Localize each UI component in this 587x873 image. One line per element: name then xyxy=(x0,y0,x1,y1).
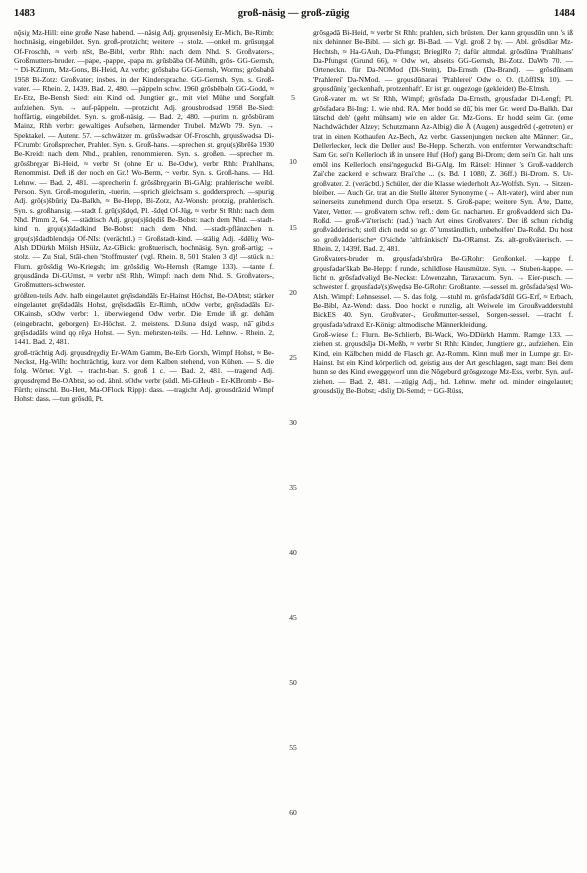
line-number: 45 xyxy=(289,613,297,622)
line-number: 55 xyxy=(289,743,297,752)
line-number: 60 xyxy=(289,808,297,817)
entry-paragraph: nǭsiχ Mz-Hill: eine große Nase habend. —näsig Adj. grǫusenēsiχ Er-Mich, Be-Rimb: hochnäsig, eingebildet. Syn. groß-protzicht; weitere → stolz. —onkel m. grūsuŋgəl Of-Froschh, ≈ verb nSt, Be-Bibl, verbr Rhh: nach dem Nhd. S. Großvaters-, Großmutters-bruder. —pape, -pappe, -papa m. grūsbābə Of-Mühlh, grōs- GG-Gernsh, ~ Di-KZimm, Mz-Gons, Bi-Heid, Az verbr; grōsbabə GG-Gernsh, Worms; grōsbabā 1958 Bi-Zotz: Großvater; insbes. in der Kindersprache. GG-Gernsh. Syn. s. Groß-vater. — Rhein. 2, 1439. Bad. 2, 480. —päppeln schw. 1960 grōsbēbəln GG-Godd, ≈ Er-Etz, Be-Bensh Sied: ein Kind od. Jungtier gr., mit viel Mühe und Sorgfalt aufziehen. Syn. → auf-päppeln. —protzicht Adj. grousbrodsəd 1958 Be-Sied: hoffärtig, eingebildet. Syn. s. groß-näsig. — Bad. 2, 480. —purim n. grōsbūrəm Mainz, Rhh verbr: gewaltiges Aufsehen, lärmender Trubel. MzWb 79. Syn. → Spektakel. — Autenr. 57. —schwätzer m. grūsšwədsər Of-Froschh, grǫusšwədsə Di-FCrumb: Großsprecher, Prahler. Syn. s. Groß-hans. —sprechen st. grǫu(s)šbrēšə 1930 Be-Kreid: nach dem Nhd., prahlen, renommieren. Syn. s. großen. —sprecher m. grōsšbręχər Bi-Heid, ≈ verbr St (ohne Er u. Be-Odw), verbr Rhh: Prahlhans, Renommist. Deß iß der noch en Gr.! Wo-Berm, ~ verbr. Syn. s. Groß-hans. — Hd. Lehnw. — Bad. 2, 481. —sprecherin f. grōsšbręχərin Bi-GAlg: prahlerische weibl. Person. Syn. Groß-mogulerin, -tuerin. —sprich gleichsam s. goddersprech. —spurig Adj. grō(s)šbūriχ Da-Balkh, ≈ Be-Hepp, Bi-Zotz, Az-Wonsh: protzig, prahlerisch. Syn. s. großhansig. —stadt f. grū(s)šdǫd, Pl. -šdęd Of-Jüg, ≈ verbr St Rhh: nach dem Nhd. Pimm 2, 64. —städtisch Adj. grǫu(s)šdędiš Be-Bobst: nach dem Nhd. —stadt-kind n. grǫu(s)šdadkind Be-Bobst: nach dem Nhd. —stadt-pflänzchen n. grǫu(s)šdadblendsjə Of-NIs: (verächtl.) = Großstadt-kind. —stälig Adj. -šdēliχ Wo-Alsh DDürkh Mölsh HSülz, Az-GBick: großtuerisch, hochnäsig. Syn. groß-artig; → stolz. — Zu Stal, Stāl-chen 'Stoffmuster' (vgl. Rhein. 8, 501 Stalen 3 d)! —stück n.: Flurn. grōsšdig Wo-Kriegsh; im grōsšdig Wo-Hernsh (Ramge 133). —tante f. grǫusdāndə Di-GUmst, ≈ verbr nSt Rhh, Wimpf: nach dem Nhd. S. Großvaters-, Großmutters-schwester. xyxy=(14,28,274,290)
entry-paragraph: Groß-vater m. wt St Rhh, Wimpf; grōsfadə Da-Ernsth, grǫusfadər Di-Lengf; Pl. grōsfadərə Bi-Ing: 1. wie nhd. RA. Mer hodd se dū̃, bis mer Gr. werd Da-Balkh. Dar lätschd deh' (geht mühsam) wie en alder Gr. Mz-Gons. Er hodd seim Gr. (eme Nachdwächder Alzey; Schutzmann Az-Albig) die Ä (Augen) ausgedrēd (-getreten) er trat in einen Kothaufen Az-Bech, Az verbr. Gassenjungen necken alte Männer: Gr., Dellerlecker, leck die Deller aus! Be-Hepp. Scherzh. von entfernter Verwandtschaft: Sam Gr. sei'n Kellerloch iß in unsere Huf (Hof) gang Bi-Drom; dem sei'n Gr. halt uns emōl ins Kellerloch ensi'ngeguckd Bi-GAlg. Im Rätsel: Hinner 's Groß-vadderch Zai'che zackerd e schwarz Brai'che ... (s. Bd. I 1080, Z. 36ff.) Bi-Drom. S. Ur-großvater. 2. (veräcbtl.) Schüler, der die Klasse wiederholt Az-Wolfsh. Syn. → Sitzen-bleiber. — Auch Gr. trat an die Stelle älterer Synonyme (→ Alt-vater), wird aber nun seinerseits zunehmend durch Opa ersetzt. S. Groß-pape; weitere Syn. Äᵗte, Datte, Vater, Vetter. — großvatern schw. refl.: dem Gr. nacharten. Er großvadderd sich Da-Roßd. — groß-v'ä'terisch: (tad.) 'nach Art eines Großvaters'. Der iß schun richdig großvädderisch; stell dich nedd so gr. ō̃' 'umständlich, unbeholfen' Da-Roßd. Du host so großvädderischeⁿ O'sichde 'altfränkisch' Da-ORamst. Zs. alt-großväterisch. — Rhein. 2, 1439f. Bad. 2, 481. xyxy=(313,94,573,253)
page-number-left: 1483 xyxy=(14,8,35,19)
page-number-right: 1484 xyxy=(554,8,575,19)
line-number: 10 xyxy=(289,157,297,166)
line-number: 5 xyxy=(291,93,295,102)
line-number: 40 xyxy=(289,548,297,557)
left-column xyxy=(14,28,274,866)
right-column xyxy=(313,28,573,866)
line-number: 35 xyxy=(289,483,297,492)
line-number: 15 xyxy=(289,223,297,232)
line-number: 50 xyxy=(289,678,297,687)
entry-paragraph: Groß-wiese f.: Flurn. Be-Schlierb, Bi-Wack, Wo-DDürkh Hamm. Ramge 133. —ziehen st. grǫusdsījə Di-Meßb, ≈ verbr St Rhh: Kinder, Jungtiere gr., aufziehen. Ein Kind, ein Kälbchen midd de Flasch gr. Az-Romm. Kinn muß mer in Lumpe gr. Er-Hainst. Ist ein Kind körperlich od. geistig aus der Art geschlagen, sagt man: Bei dem hunn se des Kind ewegge̥worf unn die Nōgeburd grōsgezoge Mz-Ess, verbr. Syn. auf-ziehen. — Bad. 2, 481. —zügig Adj., hd. Lehnw. mehr od. minder eingelautet; grousdsī̜iχ Be-Bobst; -dsīiχ Di-Semd; ~ GG-Rüss, xyxy=(313,330,573,396)
entry-paragraph: größten-teils Adv. halb eingelautet grę̄isdəndāls Er-Hainst Höchst, Be-OAbtst; stärker eingelautet grę̄šdədāls Hohst, grę̄isdədāls Er-Rimh, nOdw verbr, grę̄isdədāls Er-OKainsb, sOdw verbr: 1. überwiegend Odw verbr. Die Ernde iß gr. dehām (eingebracht, geborgen) Er-Höchst. 2. meistens. D.šunə dsiχd wasp, nā̃ gibd.s grę̄isdədāls wind qǫ rēχə Hohst. — Syn. mehrsten-teils. — Hd. Lehnw. - Rhein. 2, 1441. Bad. 2, 481. xyxy=(14,290,274,347)
entry-paragraph: grōsgədā Bi-Heid, ≈ verbr St Rhh: prahlen, sich brüsten. Der kann grǫusdūn unn 's iß nix dehinner Be-Bibl. — sich gr. Bi-Bad. — Vgl. groß 2 bγ. — Abl. grōsdūər Mz-Hechtsh, ≈ Ha-GAuh, Da-Pfungst; BrieglRo 7; dafür altmdal. grōsdūnə 'Prahlhans' Da-Pfungst (Grund 66), ≈ Odw wt, abseits GG-Gernsh, Bi-Zotz. DaWb 70. — Orteneckn. für Da-NOMod (Di-Stein), Da-Ernsth (Da-Brand). — grōsdūnəm 'Prahlerei' Da-NMod. — grǫusdūnəræi 'Prahlerei' Odw o. O. (LöffISk 10). — grǫusdūniχ 'geckenhaft, protzenhaft'. Er ist gr. ou̯gezoge (gekleidet) Be-Elmsh. xyxy=(313,28,573,94)
line-number: 20 xyxy=(289,288,297,297)
entry-paragraph: Großvaters-bruder m. grǫusfadə'sbrūrə Be-GRohr: Großonkel. —kappe f. grǫusfadər'škab Be-Hepp: f runde, schildlose Hausmütze. Syn. → Stuben-kappe. —licht n. grōsfadvəliχd Be-Neckst: Löwenzahn, Taraxacum. Syn. → Eier-pusch. —schwester f. grǫusfadə'(s)šwędsə Be-GRohr: Großtante. —sessel m. grōsfadə'sęsl Wo-Alsh. Wimpf: Lehnsessel. — S. das folg. —stuhl m. grōsfadə'šdūl GG-Erf, ≈ Erbach, Be-Bibl, Az-Wend: dass. Doo hockt e runzlig, alt Weiwele im Groußvadderstuhl BickES 40. Syn. Großvater-, Großmutter-sessel, Sorgen-sessel. —tracht f. grǫusfadə'sdraxd Er-König: altmodische Männerkleidung. xyxy=(313,254,573,329)
entry-paragraph: groß-trächtig Adj. grǫusdręχdiχ Er-WAm Gamm, Be-Erb Gorxh, Wimpf Hohst, ≈ Be-Neckst, Hg-Wilh: hochträchtig, kurz vor dem Kalben stehend, von Kühen. — S. die folg. Wörter. Vgl. → tracht-bar. S. groß 1 c. — Bad. 2, 481. —tragend Adj. grǫusdręmd Be-OAbtst, so od. ähnl. sOdw verbr (südl. Mi-GHeub - Er-KBromb - Be-Fürth; einschl. Bu-Hett, Ma-OFlock Ripp): dass. —tragicht Adj. grousdrāzid Wimpf Hohst: dass. —tun grōsdū, Pt. xyxy=(14,347,274,404)
line-number: 25 xyxy=(289,353,297,362)
running-head: groß-näsig — groß-zügig xyxy=(237,8,350,19)
line-number: 30 xyxy=(289,418,297,427)
